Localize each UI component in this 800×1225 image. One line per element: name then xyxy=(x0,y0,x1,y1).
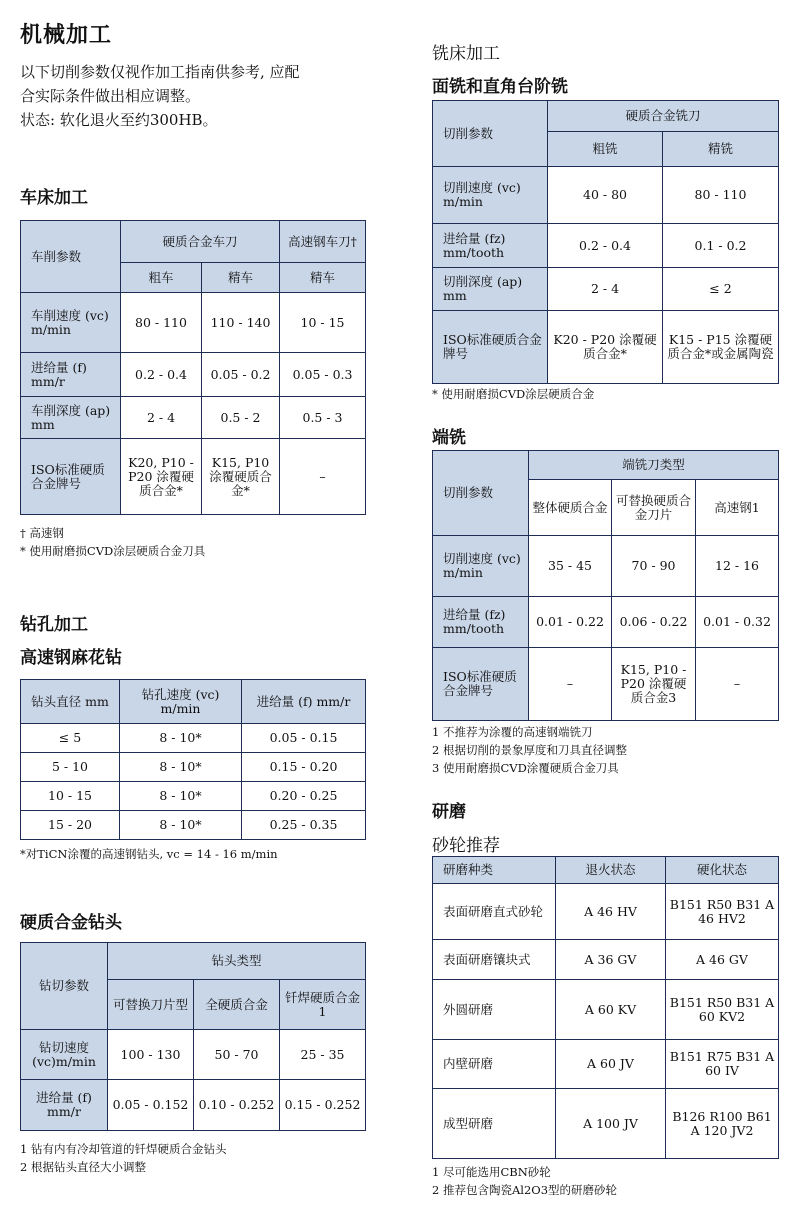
cell: 80 - 110 xyxy=(663,167,779,224)
cell: 0.05 - 0.152 xyxy=(108,1080,194,1131)
cell: 5 - 10 xyxy=(21,753,120,782)
cell: 100 - 130 xyxy=(108,1030,194,1080)
cell: A 36 GV xyxy=(556,940,666,980)
table-row xyxy=(433,1089,779,1159)
carbide-drill-table xyxy=(20,942,366,1131)
intro-line-1: 以下切削参数仅视作加工指南供参考, 应配 xyxy=(20,63,300,81)
cell: 10 - 15 xyxy=(280,293,366,353)
row-label: 切削速度 (vc) m/min xyxy=(433,536,529,597)
cell: K15, P10 涂覆硬质合金* xyxy=(202,439,280,515)
table-row xyxy=(433,167,779,224)
end-type-header: 端铣刀类型 xyxy=(529,451,779,480)
drill-type-col: 全硬质合金 xyxy=(194,980,280,1030)
row-label: 进给量 (f) mm/r xyxy=(21,1080,108,1131)
cell: 80 - 110 xyxy=(121,293,202,353)
table-row xyxy=(433,597,779,648)
table-row xyxy=(433,536,779,597)
cell: 0.10 - 0.252 xyxy=(194,1080,280,1131)
table-row xyxy=(433,311,779,384)
cell: 35 - 45 xyxy=(529,536,612,597)
table-row xyxy=(21,753,366,782)
turning-notes xyxy=(20,524,205,560)
end-param-header: 切削参数 xyxy=(433,451,529,536)
drilling-note: *对TiCN涂覆的高速钢钻头, vc = 14 - 16 m/min xyxy=(20,847,278,861)
grind-type: 外圆研磨 xyxy=(433,980,556,1040)
table-row xyxy=(433,268,779,311)
table-row xyxy=(21,293,366,353)
row-label: 车削深度 (ap) mm xyxy=(21,397,121,439)
face-milling-note: * 使用耐磨损CVD涂层硬质合金 xyxy=(432,387,595,401)
cell: 0.15 - 0.252 xyxy=(280,1080,366,1131)
cell: – xyxy=(280,439,366,515)
row-label: 进给量 (f) mm/r xyxy=(21,353,121,397)
cell: 15 - 20 xyxy=(21,811,120,840)
cell: B151 R50 B31 A 46 HV2 xyxy=(666,884,779,940)
carbide-drill-param-header: 钻切参数 xyxy=(21,943,108,1030)
turning-hss-finish: 精车 xyxy=(280,263,366,293)
table-row xyxy=(21,811,366,840)
cell: 0.05 - 0.15 xyxy=(242,724,366,753)
table-row xyxy=(433,884,779,940)
cell: 12 - 16 xyxy=(696,536,779,597)
row-label: 切削速度 (vc) m/min xyxy=(433,167,548,224)
cell: 50 - 70 xyxy=(194,1030,280,1080)
table-row xyxy=(21,724,366,753)
end-milling-notes xyxy=(432,723,627,777)
table-row xyxy=(433,980,779,1040)
cell: 0.2 - 0.4 xyxy=(548,224,663,268)
grinding-notes xyxy=(432,1163,617,1199)
cell: K15 - P15 涂覆硬质合金*或金属陶瓷 xyxy=(663,311,779,384)
cell: 0.1 - 0.2 xyxy=(663,224,779,268)
footnote: † 高速钢 xyxy=(20,526,64,540)
drill-header-diameter: 钻头直径 mm xyxy=(21,680,120,724)
end-type-col: 可替换硬质合金刀片 xyxy=(612,480,696,536)
cell: A 100 JV xyxy=(556,1089,666,1159)
carbide-drill-type-header: 钻头类型 xyxy=(108,943,366,980)
cell: 8 - 10* xyxy=(120,724,242,753)
cell: 0.01 - 0.32 xyxy=(696,597,779,648)
carbide-drill-heading: 硬质合金钻头 xyxy=(20,913,122,933)
table-row xyxy=(433,648,779,721)
cell: – xyxy=(529,648,612,721)
cell: 70 - 90 xyxy=(612,536,696,597)
turning-hss-header: 高速钢车刀† xyxy=(280,221,366,263)
turning-table xyxy=(20,220,366,515)
end-milling-subheading: 端铣 xyxy=(432,428,466,448)
cell: 40 - 80 xyxy=(548,167,663,224)
grinding-subheading: 砂轮推荐 xyxy=(432,836,500,856)
cell: A 46 HV xyxy=(556,884,666,940)
cell: K15, P10 - P20 涂覆硬质合金3 xyxy=(612,648,696,721)
grind-type: 表面研磨直式砂轮 xyxy=(433,884,556,940)
row-label: 进给量 (fz) mm/tooth xyxy=(433,597,529,648)
drilling-table xyxy=(20,679,366,840)
turning-rough: 粗车 xyxy=(121,263,202,293)
cell: B151 R50 B31 A 60 KV2 xyxy=(666,980,779,1040)
footnote: 1 不推荐为涂覆的高速钢端铣刀 xyxy=(432,725,593,739)
cell: 0.01 - 0.22 xyxy=(529,597,612,648)
drill-header-feed: 进给量 (f) mm/r xyxy=(242,680,366,724)
face-milling-subheading: 面铣和直角台阶铣 xyxy=(432,77,568,97)
cell: 8 - 10* xyxy=(120,753,242,782)
grind-type: 成型研磨 xyxy=(433,1089,556,1159)
grinding-heading: 研磨 xyxy=(432,802,466,822)
cell: 0.05 - 0.3 xyxy=(280,353,366,397)
table-row xyxy=(21,439,366,515)
cell: 0.20 - 0.25 xyxy=(242,782,366,811)
face-param-header: 切削参数 xyxy=(433,101,548,167)
cell: 0.06 - 0.22 xyxy=(612,597,696,648)
cell: 8 - 10* xyxy=(120,782,242,811)
cell: 0.15 - 0.20 xyxy=(242,753,366,782)
cell: ≤ 5 xyxy=(21,724,120,753)
cell: ≤ 2 xyxy=(663,268,779,311)
turning-heading: 车床加工 xyxy=(20,188,88,208)
page-title: 机械加工 xyxy=(20,23,113,48)
row-label: 切削深度 (ap) mm xyxy=(433,268,548,311)
footnote: 1 钻有内有冷却管道的钎焊硬质合金钻头 xyxy=(20,1142,227,1156)
row-label: 进给量 (fz) mm/tooth xyxy=(433,224,548,268)
drill-type-col: 钎焊硬质合金1 xyxy=(280,980,366,1030)
cell: 2 - 4 xyxy=(121,397,202,439)
grinding-table xyxy=(432,856,779,1159)
face-tool-header: 硬质合金铣刀 xyxy=(548,101,779,132)
cell: K20 - P20 涂覆硬质合金* xyxy=(548,311,663,384)
face-rough: 粗铣 xyxy=(548,132,663,167)
drilling-heading: 钻孔加工 xyxy=(20,615,88,635)
intro-line-2: 合实际条件做出相应调整。 xyxy=(20,87,201,105)
grind-header-type: 研磨种类 xyxy=(433,857,556,884)
end-milling-table xyxy=(432,450,779,721)
cell: 0.2 - 0.4 xyxy=(121,353,202,397)
cell: 10 - 15 xyxy=(21,782,120,811)
table-row xyxy=(21,782,366,811)
cell: K20, P10 - P20 涂覆硬质合金* xyxy=(121,439,202,515)
cell: 25 - 35 xyxy=(280,1030,366,1080)
drill-type-col: 可替换刀片型 xyxy=(108,980,194,1030)
cell: – xyxy=(696,648,779,721)
footnote: 2 推荐包含陶瓷Al2O3型的研磨砂轮 xyxy=(432,1183,618,1197)
cell: 0.5 - 3 xyxy=(280,397,366,439)
grind-type: 内壁研磨 xyxy=(433,1040,556,1089)
face-milling-table xyxy=(432,100,779,384)
cell: 0.5 - 2 xyxy=(202,397,280,439)
intro-text xyxy=(20,60,300,132)
grind-header-hardened: 硬化状态 xyxy=(666,857,779,884)
cell: 8 - 10* xyxy=(120,811,242,840)
table-row xyxy=(433,224,779,268)
footnote: 3 使用耐磨损CVD涂覆硬质合金刀具 xyxy=(432,761,619,775)
row-label: 钻切速度 (vc)m/min xyxy=(21,1030,108,1080)
row-label: ISO标准硬质合金牌号 xyxy=(21,439,121,515)
drilling-subheading: 高速钢麻花钻 xyxy=(20,648,122,668)
footnote: * 使用耐磨损CVD涂层硬质合金刀具 xyxy=(20,544,206,558)
cell: A 60 KV xyxy=(556,980,666,1040)
table-row xyxy=(433,1040,779,1089)
table-row xyxy=(21,397,366,439)
cell: 2 - 4 xyxy=(548,268,663,311)
table-row xyxy=(21,1080,366,1131)
row-label: ISO标准硬质合金牌号 xyxy=(433,648,529,721)
table-row xyxy=(21,353,366,397)
drill-header-speed: 钻孔速度 (vc) m/min xyxy=(120,680,242,724)
face-finish: 精铣 xyxy=(663,132,779,167)
grind-header-annealed: 退火状态 xyxy=(556,857,666,884)
turning-carbide-header: 硬质合金车刀 xyxy=(121,221,280,263)
cell: A 60 JV xyxy=(556,1040,666,1089)
intro-line-3: 状态: 软化退火至约300HB。 xyxy=(20,111,218,129)
cell: 110 - 140 xyxy=(202,293,280,353)
row-label: 车削速度 (vc) m/min xyxy=(21,293,121,353)
turning-param-header: 车削参数 xyxy=(21,221,121,293)
end-type-col: 整体硬质合金 xyxy=(529,480,612,536)
cell: B151 R75 B31 A 60 IV xyxy=(666,1040,779,1089)
row-label: ISO标准硬质合金牌号 xyxy=(433,311,548,384)
milling-heading: 铣床加工 xyxy=(432,44,500,64)
carbide-drill-notes xyxy=(20,1140,226,1176)
footnote: 2 根据钻头直径大小调整 xyxy=(20,1160,146,1174)
cell: 0.25 - 0.35 xyxy=(242,811,366,840)
cell: A 46 GV xyxy=(666,940,779,980)
cell: B126 R100 B61 A 120 JV2 xyxy=(666,1089,779,1159)
grind-type: 表面研磨镶块式 xyxy=(433,940,556,980)
footnote: 2 根据切削的景象厚度和刀具直径调整 xyxy=(432,743,627,757)
cell: 0.05 - 0.2 xyxy=(202,353,280,397)
table-row xyxy=(21,1030,366,1080)
turning-finish: 精车 xyxy=(202,263,280,293)
table-row xyxy=(433,940,779,980)
footnote: 1 尽可能选用CBN砂轮 xyxy=(432,1165,551,1179)
end-type-col: 高速钢1 xyxy=(696,480,779,536)
